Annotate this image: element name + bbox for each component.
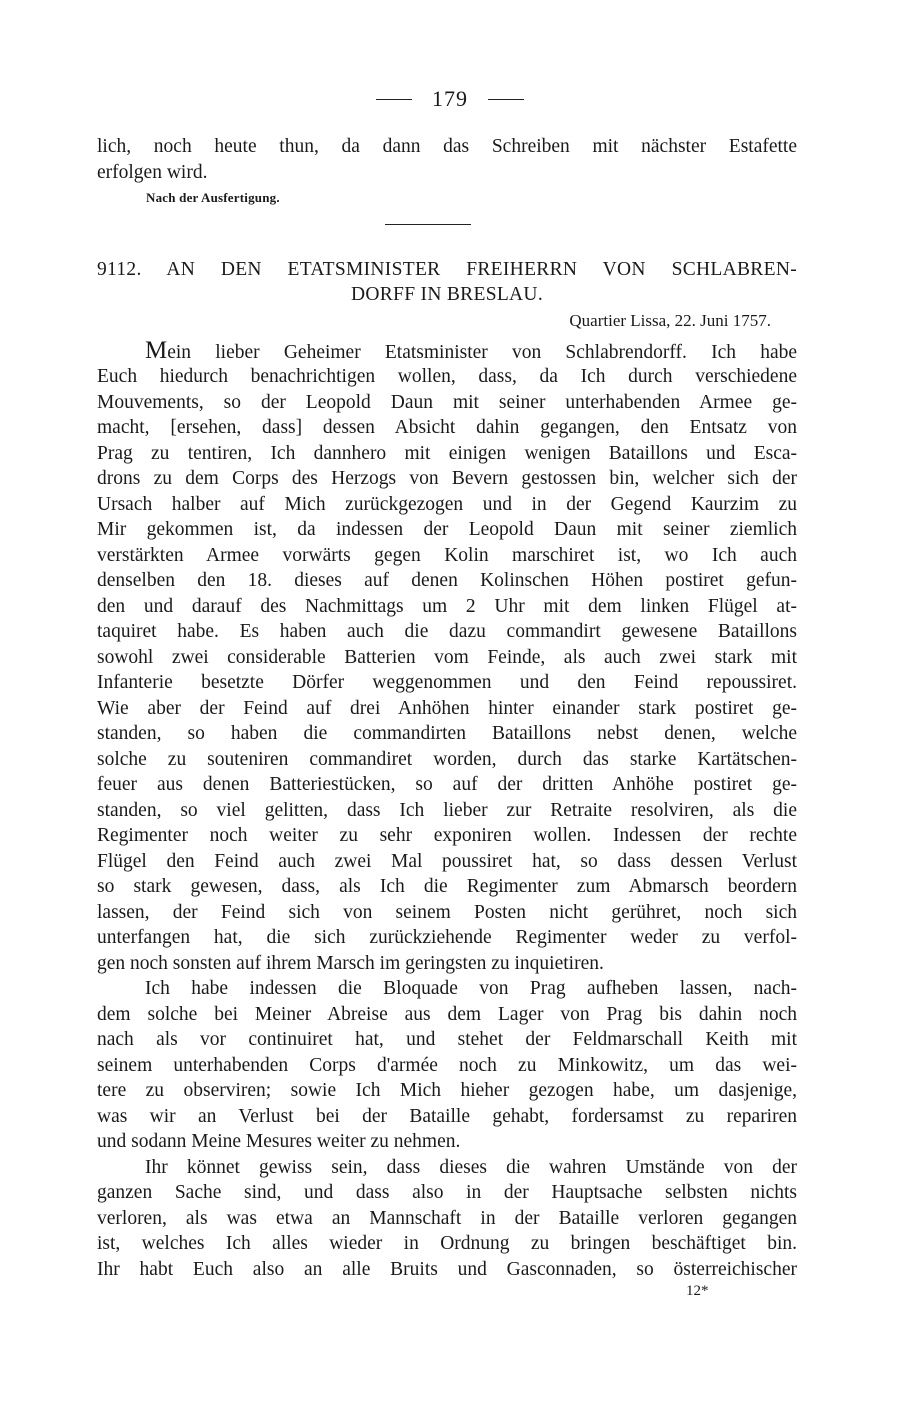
paragraph-line: was wir an Verlust bei der Bataille gehabt, fordersamst zu repariren [97, 1106, 797, 1127]
paragraph-line: drons zu dem Corps des Herzogs von Bevern gestossen bin, welcher sich der [97, 468, 797, 489]
paragraph-line: Ihr könnet gewiss sein, dass dieses die wahren Umstände von der [145, 1157, 797, 1178]
paragraph-line: standen, so viel gelitten, dass Ich lieber zur Retraite resolviren, als die [97, 800, 797, 821]
paragraph-line: so stark gewesen, dass, als Ich die Regimenter zum Abmarsch beordern [97, 876, 797, 897]
signature-mark: 12* [686, 1283, 709, 1299]
paragraph-line: Mouvements, so der Leopold Daun mit seiner unterhabenden Armee ge- [97, 392, 797, 413]
section-divider [385, 224, 471, 225]
paragraph-line: dem solche bei Meiner Abreise aus dem Lager von Prag bis dahin noch [97, 1004, 797, 1025]
paragraph-line: Flügel den Feind auch zwei Mal poussiret hat, so dass dessen Verlust [97, 851, 797, 872]
letter-heading: DORFF IN BRESLAU. [350, 284, 543, 305]
paragraph-line: verloren, als was etwa an Mannschaft in der Bataille verloren gegangen [97, 1208, 797, 1229]
paragraph-line: tere zu observiren; sowie Ich Mich hieher gezogen habe, um dasjenige, [97, 1080, 797, 1101]
page-header [0, 86, 900, 112]
paragraph-line: verstärkten Armee vorwärts gegen Kolin marschiret ist, wo Ich auch [97, 545, 797, 566]
paragraph-line: lassen, der Feind sich von seinem Posten nicht gerühret, noch sich [97, 902, 797, 923]
paragraph-line: Mein lieber Geheimer Etatsminister von Schlabrendorff. Ich habe [145, 337, 797, 364]
paragraph-line: Ich habe indessen die Bloquade von Prag aufheben lassen, nach- [145, 978, 797, 999]
initial-letter: M [145, 337, 168, 364]
paragraph-line: Wie aber der Feind auf drei Anhöhen hinter einander stark postiret ge- [97, 698, 797, 719]
paragraph-line: sowohl zwei considerable Batterien vom Feinde, als auch zwei stark mit [97, 647, 797, 668]
paragraph-line: seinem unterhabenden Corps d'armée noch zu Minkowitz, um das wei- [97, 1055, 797, 1076]
paragraph-line: taquiret habe. Es haben auch die dazu commandirt gewesene Bataillons [97, 621, 797, 642]
paragraph-line: ist, welches Ich alles wieder in Ordnung zu bringen beschäftiget bin. [97, 1233, 797, 1254]
paragraph-line: nach als vor continuiret hat, und stehet der Feldmarschall Keith mit [97, 1029, 797, 1050]
paragraph-line: feuer aus denen Batteriestücken, so auf der dritten Anhöhe postiret ge- [97, 774, 797, 795]
page-number: 179 [432, 86, 468, 111]
paragraph-line: macht, [ersehen, dass] dessen Absicht dahin gegangen, den Entsatz von [97, 417, 797, 438]
paragraph-line: Regimenter noch weiter zu sehr exponiren wollen. Indessen der rechte [97, 825, 797, 846]
paragraph-line: unterfangen hat, die sich zurückziehende Regimenter weder zu verfol- [97, 927, 797, 948]
paragraph-line: Ursach halber auf Mich zurückgezogen und in der Gegend Kaurzim zu [97, 494, 797, 515]
paragraph-line: Prag zu tentiren, Ich dannhero mit einigen wenigen Bataillons und Esca- [97, 443, 797, 464]
continuation-line: erfolgen wird. [97, 162, 208, 183]
continuation-line: lich, noch heute thun, da dann das Schreiben mit nächster Estafette [97, 136, 797, 157]
paragraph-line: ganzen Sache sind, und dass also in der Hauptsache selbsten nichts [97, 1182, 797, 1203]
paragraph-line: solche zu souteniren commandiret worden, durch das starke Kartätschen- [97, 749, 797, 770]
paragraph-line: Mir gekommen ist, da indessen der Leopold Daun mit seiner ziemlich [97, 519, 797, 540]
paragraph-line: den und darauf des Nachmittags um 2 Uhr mit dem linken Flügel at- [97, 596, 797, 617]
paragraph-line: gen noch sonsten auf ihrem Marsch im geringsten zu inquietiren. [97, 953, 604, 974]
letter-date: Quartier Lissa, 22. Juni 1757. [569, 311, 771, 330]
paragraph-line: denselben den 18. dieses auf denen Kolinschen Höhen postiret gefun- [97, 570, 797, 591]
paragraph-line: Ihr habt Euch also an alle Bruits und Gasconnaden, so österreichischer [97, 1259, 797, 1280]
letter-heading: 9112. AN DEN ETATSMINISTER FREIHERRN VON SCHLABREN- [97, 259, 797, 280]
paragraph-line: und sodann Meine Mesures weiter zu nehmen. [97, 1131, 461, 1152]
paragraph-line: Euch hiedurch benachrichtigen wollen, dass, da Ich durch verschiedene [97, 366, 797, 387]
paragraph-line: standen, so haben die commandirten Bataillons nebst denen, welche [97, 723, 797, 744]
header-dash-right [488, 99, 524, 100]
paragraph-line: Infanterie besetzte Dörfer weggenommen und den Feind repoussiret. [97, 672, 797, 693]
source-note: Nach der Ausfertigung. [146, 190, 280, 205]
header-dash-left [376, 99, 412, 100]
